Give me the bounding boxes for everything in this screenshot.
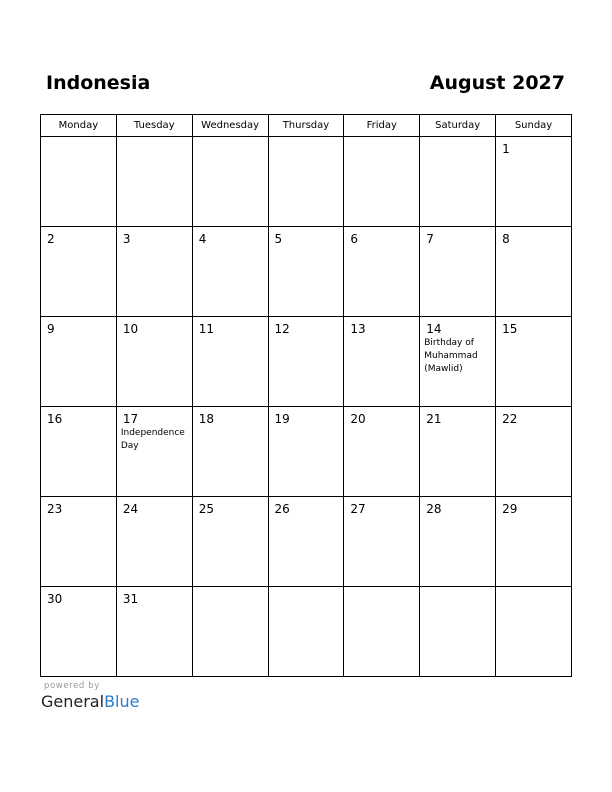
day-cell <box>420 497 496 587</box>
day-number: 22 <box>502 412 518 426</box>
brand-name-general: General <box>41 692 105 711</box>
weekday-header: Monday <box>41 115 117 137</box>
calendar-grid <box>40 114 572 677</box>
day-cell <box>116 137 192 227</box>
day-cell <box>344 317 420 407</box>
day-cell <box>268 587 344 677</box>
day-number <box>420 137 495 143</box>
day-number <box>269 587 344 593</box>
day-number: 7 <box>426 232 434 246</box>
day-number <box>193 137 268 143</box>
day-number: 20 <box>350 412 366 426</box>
day-number: 3 <box>122 232 131 246</box>
day-number: 24 <box>122 502 139 516</box>
day-cell <box>420 317 496 407</box>
day-cell <box>344 587 420 677</box>
day-number: 13 <box>350 322 366 336</box>
day-number: 27 <box>350 502 366 516</box>
day-cell <box>192 407 268 497</box>
day-number: 26 <box>274 502 290 516</box>
day-cell <box>192 227 268 317</box>
day-number: 1 <box>502 142 510 156</box>
day-number: 23 <box>47 502 63 516</box>
day-number: 11 <box>198 322 214 336</box>
day-number: 2 <box>47 232 55 246</box>
day-cell <box>41 317 117 407</box>
day-number: 29 <box>502 502 518 516</box>
day-number: 19 <box>274 412 290 426</box>
day-number: 31 <box>122 592 139 606</box>
day-cell <box>420 587 496 677</box>
day-cell <box>116 227 192 317</box>
day-cell <box>268 227 344 317</box>
day-number <box>41 137 116 143</box>
day-number: 4 <box>198 232 207 246</box>
footer-branding[interactable] <box>41 681 139 711</box>
weekday-header: Friday <box>344 115 420 137</box>
day-cell <box>268 497 344 587</box>
day-number: 6 <box>350 232 359 246</box>
day-cell <box>41 227 117 317</box>
week-row <box>41 497 572 587</box>
day-cell <box>41 407 117 497</box>
brand-name-blue: Blue <box>104 692 140 711</box>
day-cell <box>116 497 192 587</box>
day-number: 30 <box>47 592 63 606</box>
day-cell <box>496 317 572 407</box>
day-number: 21 <box>426 412 442 426</box>
day-number <box>344 137 419 143</box>
day-cell <box>420 227 496 317</box>
brand-logo[interactable] <box>41 692 139 711</box>
day-cell <box>344 497 420 587</box>
day-cell <box>496 587 572 677</box>
day-number: 8 <box>502 232 510 246</box>
day-cell <box>268 137 344 227</box>
day-cell <box>496 497 572 587</box>
day-cell <box>496 227 572 317</box>
day-number: 12 <box>274 322 290 336</box>
day-cell <box>420 137 496 227</box>
day-cell <box>268 317 344 407</box>
day-number: 16 <box>47 412 63 426</box>
weekday-header-row <box>41 115 572 137</box>
powered-by-text: powered by <box>44 681 100 691</box>
week-row <box>41 317 572 407</box>
week-row <box>41 407 572 497</box>
day-cell <box>420 407 496 497</box>
day-number: 5 <box>274 232 283 246</box>
day-number: 25 <box>198 502 214 516</box>
weekday-header: Tuesday <box>116 115 192 137</box>
day-cell <box>344 137 420 227</box>
day-number: 14 <box>426 322 442 336</box>
day-number: 15 <box>502 322 518 336</box>
day-cell <box>116 317 192 407</box>
day-cell <box>192 587 268 677</box>
day-cell <box>41 497 117 587</box>
day-cell <box>496 137 572 227</box>
weekday-header: Saturday <box>420 115 496 137</box>
day-number <box>420 587 495 593</box>
day-number <box>193 587 268 593</box>
day-cell <box>344 227 420 317</box>
day-number: 9 <box>47 322 55 336</box>
day-cell <box>192 137 268 227</box>
holiday-label: Independence Day <box>120 428 185 451</box>
week-row <box>41 137 572 227</box>
holiday-label: Birthday of Muhammad (Mawlid) <box>424 338 478 374</box>
day-cell <box>192 317 268 407</box>
day-cell <box>41 137 117 227</box>
month-year-title: August 2027 <box>429 72 565 94</box>
day-cell <box>496 407 572 497</box>
day-number: 17 <box>122 412 139 426</box>
day-cell <box>192 497 268 587</box>
day-number <box>344 587 419 593</box>
country-title: Indonesia <box>46 72 151 94</box>
day-cell <box>41 587 117 677</box>
day-cell <box>344 407 420 497</box>
weekday-header: Wednesday <box>192 115 268 137</box>
day-number <box>117 137 192 143</box>
week-row <box>41 227 572 317</box>
weekday-header: Thursday <box>268 115 344 137</box>
day-number: 10 <box>122 322 139 336</box>
week-row <box>41 587 572 677</box>
day-cell <box>268 407 344 497</box>
day-cell <box>116 407 192 497</box>
day-number <box>269 137 344 143</box>
day-number: 28 <box>426 502 442 516</box>
day-cell <box>116 587 192 677</box>
day-number: 18 <box>198 412 214 426</box>
day-number <box>496 587 571 593</box>
weekday-header: Sunday <box>496 115 572 137</box>
